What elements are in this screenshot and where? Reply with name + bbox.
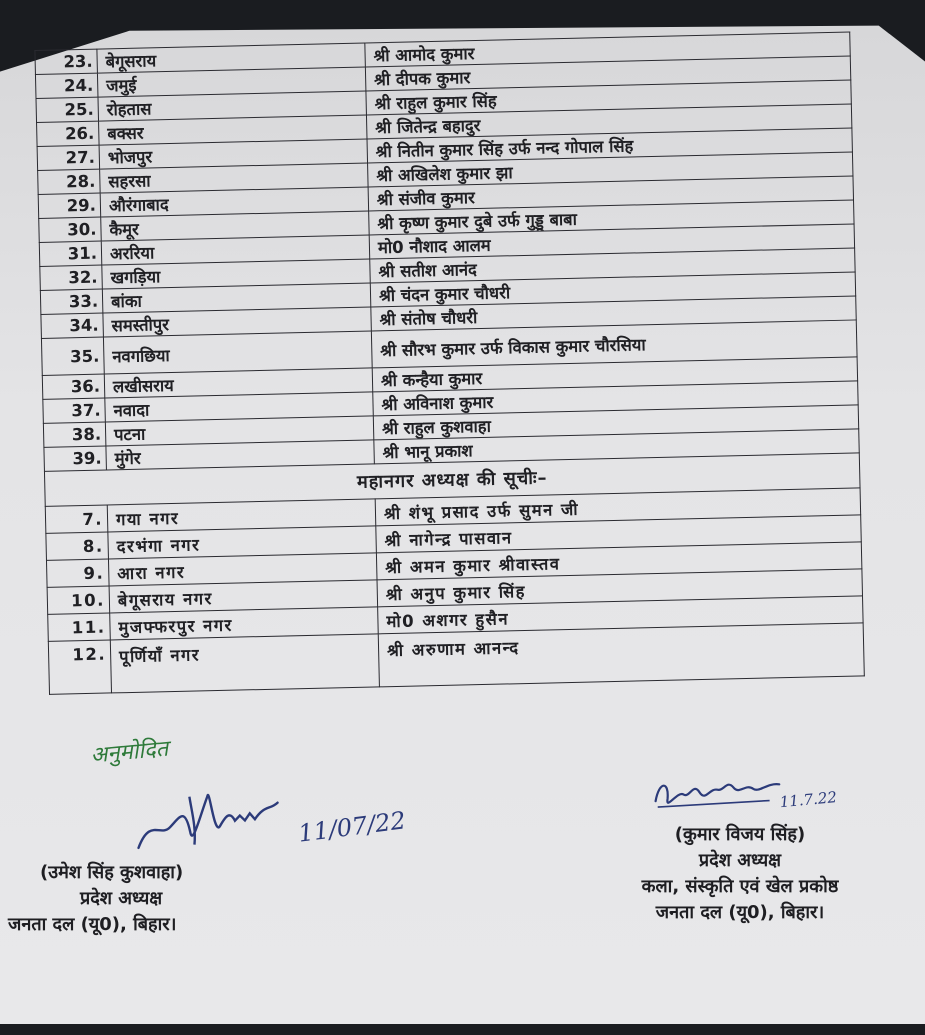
district-president-name: श्री नितीन कुमार सिंह उर्फ नन्द गोपाल सिंह: [367, 128, 852, 163]
district-serial: 38.: [43, 422, 106, 447]
left-signatory-name: (उमेश सिंह कुशवाहा): [40, 862, 184, 883]
district-president-name: श्री जितेन्द्र बहादुर: [366, 104, 851, 139]
metro-city: बेगूसराय नगर: [109, 580, 378, 613]
metro-city: मुजफ्फरपुर नगर: [110, 607, 379, 640]
district-serial: 23.: [35, 49, 98, 74]
metro-president-name: श्री अमन कुमार श्रीवास्तव: [376, 542, 861, 580]
district-serial: 36.: [42, 374, 105, 399]
district-president-name: श्री आमोद कुमार: [365, 32, 850, 67]
district-president-name: श्री अखिलेश कुमार झा: [368, 152, 853, 187]
district-district: कैमूर: [101, 211, 369, 241]
district-president-name: श्री भानू प्रकाश: [374, 429, 859, 464]
district-serial: 34.: [41, 313, 104, 338]
district-district: बक्सर: [99, 115, 367, 145]
metro-heading: महानगर अध्यक्ष की सूचीः–: [44, 453, 860, 506]
district-serial: 39.: [44, 446, 107, 471]
district-president-name: श्री सौरभ कुमार उर्फ विकास कुमार चौरसिया: [371, 320, 857, 368]
district-district: मुंगेर: [106, 440, 374, 470]
district-president-name: श्री चंदन कुमार चौधरी: [370, 272, 855, 307]
district-district: जमुई: [97, 67, 365, 97]
metro-city: पूर्णियाँ नगर: [110, 634, 379, 693]
metro-president-name: श्री शंभू प्रसाद उर्फ सुमन जी: [375, 488, 860, 526]
left-signature-date: 11/07/22: [296, 806, 408, 848]
district-serial: 32.: [40, 265, 103, 290]
right-signatory-title: प्रदेश अध्यक्ष: [698, 850, 782, 871]
district-district: सहरसा: [100, 163, 368, 193]
district-serial: 35.: [41, 337, 104, 375]
left-signatory-org: जनता दल (यू0), बिहार।: [8, 914, 177, 935]
district-serial: 26.: [37, 121, 100, 146]
left-signatory-block: [0, 860, 320, 938]
metro-serial: 7.: [45, 505, 108, 533]
metro-serial: 11.: [48, 613, 111, 641]
metro-serial: 8.: [46, 532, 109, 560]
approval-note: अनुमोदित: [89, 736, 170, 769]
metro-city: आरा नगर: [108, 553, 377, 586]
district-serial: 31.: [39, 241, 102, 266]
district-rows: [35, 32, 859, 471]
metro-president-name: श्री अनुप कुमार सिंह: [377, 569, 862, 607]
metro-city: गया नगर: [107, 499, 376, 532]
metro-president-name: श्री नागेन्द्र पासवान: [376, 515, 861, 553]
district-serial: 25.: [36, 97, 99, 122]
district-president-name: श्री कृष्ण कुमार दुबे उर्फ गुड्डू बाबा: [369, 200, 854, 235]
district-serial: 37.: [43, 398, 106, 423]
metro-serial: 10.: [47, 586, 110, 614]
district-serial: 29.: [38, 193, 101, 218]
district-serial: 30.: [39, 217, 102, 242]
district-district: बेगूसराय: [97, 43, 365, 73]
district-district: रोहतास: [98, 91, 366, 121]
right-signatory-name: (कुमार विजय सिंह): [674, 824, 806, 845]
district-president-name: श्री राहुल कुमार सिंह: [366, 80, 851, 115]
district-serial: 33.: [40, 289, 103, 314]
district-district: खगड़िया: [102, 259, 370, 289]
left-signatory-title: प्रदेश अध्यक्ष: [80, 888, 163, 909]
left-signature: [129, 774, 301, 868]
metro-rows: [45, 488, 864, 694]
district-district: लखीसराय: [104, 368, 372, 398]
district-district: अररिया: [101, 235, 369, 265]
district-president-name: श्री संजीव कुमार: [368, 176, 853, 211]
right-signature: [649, 768, 790, 821]
district-district: समस्तीपुर: [103, 307, 371, 337]
district-serial: 28.: [38, 169, 101, 194]
district-serial: 27.: [37, 145, 100, 170]
right-signatory-cell: कला, संस्कृति एवं खेल प्रकोष्ठ: [641, 876, 839, 897]
district-district: नवादा: [105, 392, 373, 422]
right-signatory-block: [560, 822, 920, 926]
district-district: नवगछिया: [103, 331, 372, 374]
district-district: औरंगाबाद: [100, 187, 368, 217]
district-district: भोजपुर: [99, 139, 367, 169]
district-president-name: श्री राहुल कुशवाहा: [373, 405, 858, 440]
district-serial: 24.: [35, 73, 98, 98]
right-signature-date: 11.7.22: [778, 788, 838, 812]
district-president-name: श्री संतोष चौधरी: [371, 296, 856, 331]
district-president-name: श्री सतीश आनंद: [370, 248, 855, 283]
district-district: पटना: [105, 416, 373, 446]
metro-serial: 12.: [48, 640, 111, 694]
metro-president-name: श्री अरुणाम आनन्द: [378, 623, 864, 687]
district-president-name: मो0 नौशाद आलम: [369, 224, 854, 259]
district-president-name: श्री दीपक कुमार: [365, 56, 850, 91]
metro-president-name: मो0 अशगर हुसैन: [378, 596, 863, 634]
metro-city: दरभंगा नगर: [108, 526, 377, 559]
district-president-name: श्री कन्हैया कुमार: [372, 357, 857, 392]
president-list-table: [34, 32, 864, 695]
district-president-name: श्री अविनाश कुमार: [373, 381, 858, 416]
right-signatory-org: जनता दल (यू0), बिहार।: [655, 902, 825, 923]
metro-serial: 9.: [46, 559, 109, 587]
district-district: बांका: [102, 283, 370, 313]
